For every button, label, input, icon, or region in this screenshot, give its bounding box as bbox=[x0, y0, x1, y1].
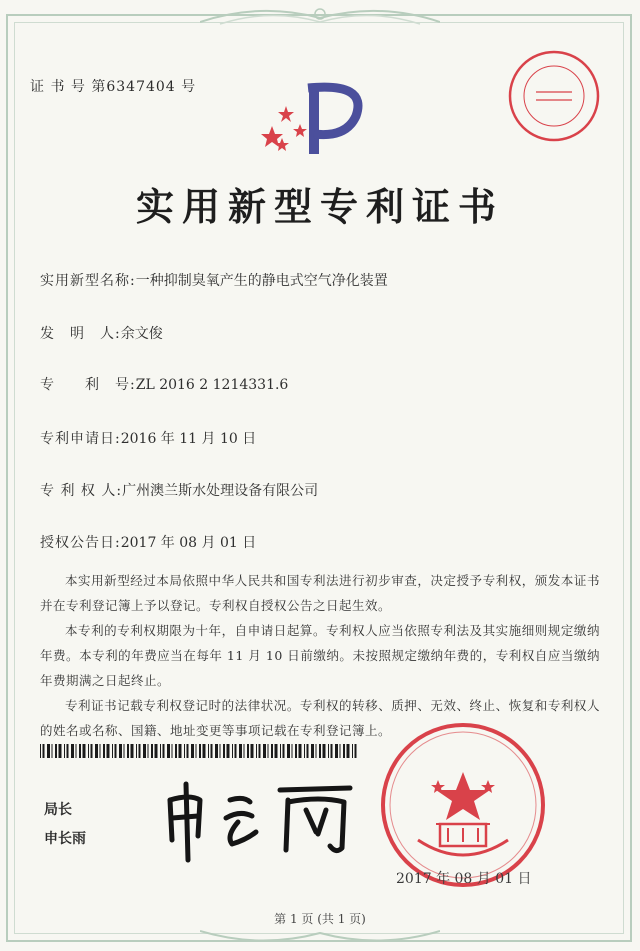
filing-date-value: 2016 年 11 月 10 日 bbox=[120, 431, 257, 447]
patentee-field bbox=[40, 480, 318, 500]
filing-date-label: 专利申请日: bbox=[40, 431, 121, 447]
official-seal-stamp bbox=[378, 720, 548, 890]
patent-number-value: ZL 2016 2 1214331.6 bbox=[135, 377, 289, 393]
director-signature bbox=[160, 770, 360, 865]
patent-number-label: 专 利 号: bbox=[40, 377, 136, 393]
inventor-value: 余文俊 bbox=[120, 326, 163, 342]
patent-number-field bbox=[40, 374, 288, 394]
certificate-number: 证 书 号 第6347404 号 bbox=[30, 79, 197, 95]
barcode-icon bbox=[40, 744, 360, 758]
certificate-title: 实用新型专利证书 bbox=[135, 184, 504, 229]
certificate-body bbox=[40, 568, 600, 743]
body-paragraph: 本实用新型经过本局依照中华人民共和国专利法进行初步审查，决定授予专利权，颁发本证书并在专利登记簿上予以登记。专利权自授权公告之日起生效。 bbox=[40, 573, 600, 613]
body-paragraph: 专利证书记载专利权登记时的法律状况。专利权的转移、质押、无效、终止、恢复和专利权人的姓名或名称、国籍、地址变更等事项记载在专利登记簿上。 bbox=[40, 698, 600, 738]
bottom-ornament bbox=[200, 925, 440, 951]
inventor-field bbox=[40, 323, 163, 343]
top-ornament bbox=[200, 0, 440, 30]
utility-name-value: 一种抑制臭氧产生的静电式空气净化装置 bbox=[135, 273, 388, 289]
agent-seal-stamp bbox=[506, 48, 602, 144]
page-number: 第 1 页 (共 1 页) bbox=[274, 912, 366, 926]
filing-date-field bbox=[40, 428, 256, 448]
director-name: 申长雨 bbox=[44, 831, 86, 847]
utility-name-label: 实用新型名称: bbox=[40, 273, 136, 289]
utility-name-field bbox=[40, 270, 388, 290]
seal-date: 2017 年 08 月 01 日 bbox=[396, 871, 532, 887]
sipo-logo-icon bbox=[252, 76, 376, 158]
grant-date-value: 2017 年 08 月 01 日 bbox=[120, 535, 257, 551]
grant-date-field bbox=[40, 532, 256, 552]
grant-date-label: 授权公告日: bbox=[40, 535, 121, 551]
body-paragraph: 本专利的专利权期限为十年，自申请日起算。专利权人应当依照专利法及其实施细则规定缴纳年费。本专利的年费应当在每年 11 月 10 日前缴纳。未按照规定缴纳年费的，专利权自应当缴纳年费期满之日起终止。 bbox=[40, 623, 600, 688]
director-title: 局长 bbox=[44, 802, 72, 818]
patentee-value: 广州澳兰斯水处理设备有限公司 bbox=[122, 483, 319, 499]
patentee-label: 专 利 权 人: bbox=[40, 483, 123, 499]
inventor-label: 发 明 人: bbox=[40, 326, 121, 342]
